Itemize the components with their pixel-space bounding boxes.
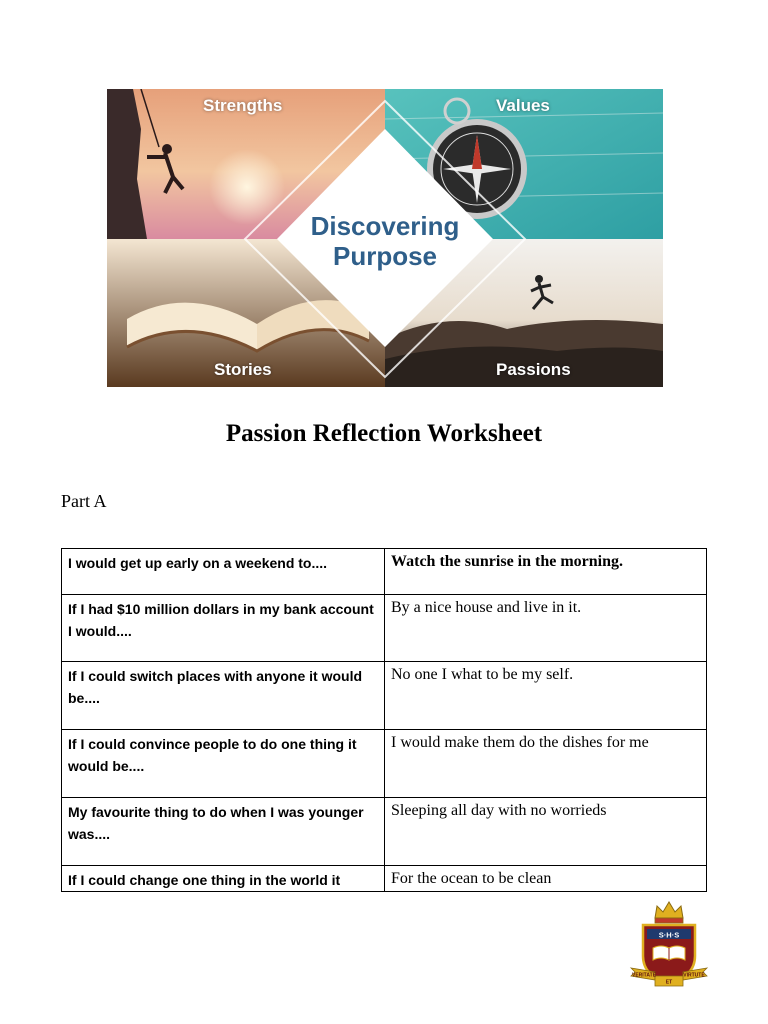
table-row — [62, 549, 707, 595]
answer-cell[interactable]: Watch the sunrise in the morning. — [385, 549, 707, 595]
prompt-cell: My favourite thing to do when I was younger was.... — [62, 798, 385, 866]
school-crest-logo — [627, 898, 711, 990]
center-line2: Purpose — [332, 241, 438, 271]
crest-motto-left: VERITATE — [632, 972, 656, 979]
table-row — [62, 798, 707, 866]
answer-cell[interactable]: Sleeping all day with no worrieds — [385, 798, 707, 866]
table-row — [62, 730, 707, 798]
prompt-cell: If I could switch places with anyone it would be.... — [62, 662, 385, 730]
table-row — [62, 595, 707, 662]
crest-motto-mid: ET — [665, 979, 673, 986]
prompt-cell: If I had $10 million dollars in my bank account I would.... — [62, 595, 385, 662]
crest-motto-right: VIRTUTE — [683, 972, 705, 979]
worksheet-title: Passion Reflection Worksheet — [225, 420, 543, 447]
label-stories: Stories — [214, 360, 272, 379]
table-row — [62, 866, 707, 892]
reflection-table — [61, 548, 707, 892]
answer-cell[interactable]: No one I what to be my self. — [385, 662, 707, 730]
banner-image — [107, 89, 663, 387]
prompt-cell: If I could change one thing in the world it — [62, 866, 385, 892]
crest-initials: S·H·S — [658, 930, 680, 940]
label-strengths: Strengths — [203, 96, 283, 115]
table-row — [62, 662, 707, 730]
banner-graphic — [107, 89, 663, 387]
center-line1: Discovering — [310, 211, 460, 241]
prompt-cell: If I could convince people to do one thing it would be.... — [62, 730, 385, 798]
prompt-cell: I would get up early on a weekend to.... — [62, 549, 385, 595]
crest-icon — [627, 898, 711, 990]
label-passions: Passions — [496, 360, 571, 379]
answer-cell[interactable]: I would make them do the dishes for me — [385, 730, 707, 798]
part-label: Part A — [61, 491, 107, 511]
answer-cell[interactable]: For the ocean to be clean — [385, 866, 707, 892]
label-values: Values — [496, 96, 550, 115]
answer-cell[interactable]: By a nice house and live in it. — [385, 595, 707, 662]
